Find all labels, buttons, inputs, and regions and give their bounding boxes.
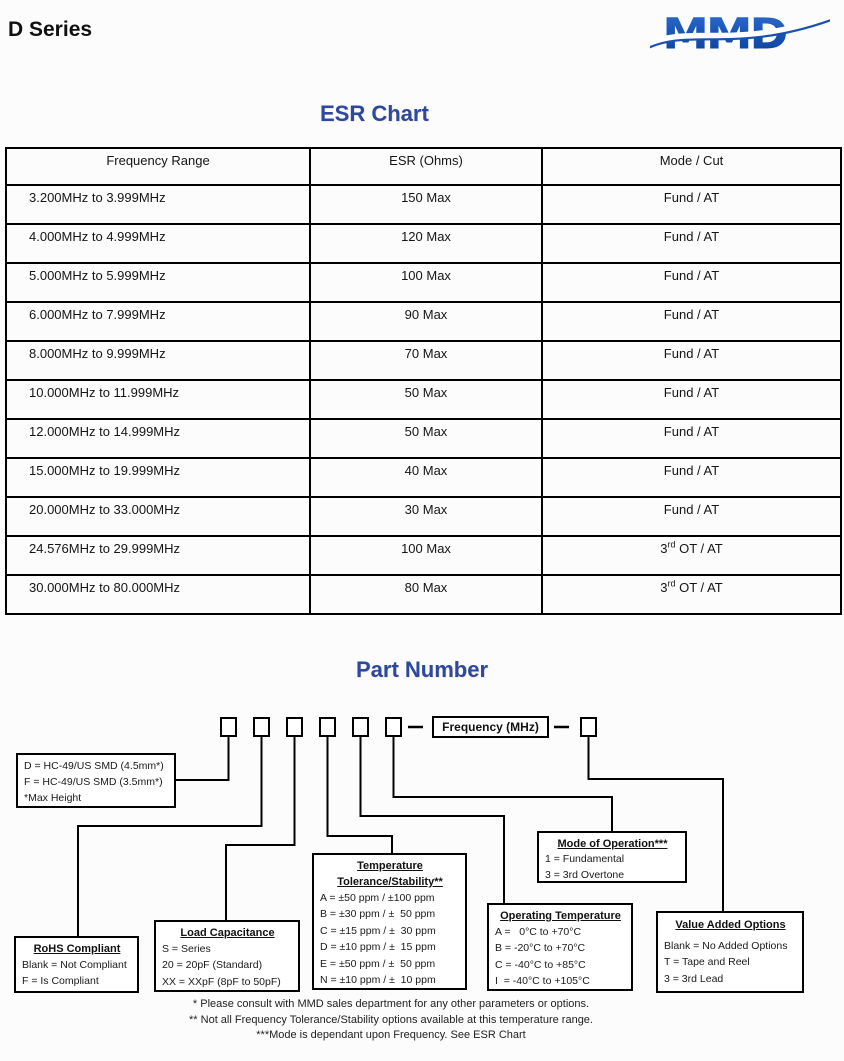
esr-table-cell: 5.000MHz to 5.999MHz: [6, 263, 310, 302]
annotation-item: D = HC-49/US SMD (4.5mm*): [24, 760, 164, 772]
esr-table-row: [6, 185, 841, 224]
annotation-title: RoHS Compliant: [33, 943, 121, 955]
annotation-item: I = -40°C to +105°C: [495, 974, 590, 987]
annotation-item: * Please consult with MMD sales department for any other parameters or options.: [192, 998, 590, 1010]
annotation-title-line2: Tolerance/Stability**: [337, 876, 443, 888]
annotation-item: B = -20°C to +70°C: [495, 942, 586, 955]
annotation-item: E = ±50 ppm / ± 50 ppm: [320, 957, 436, 970]
esr-table-cell: 100 Max: [310, 263, 542, 302]
esr-table-cell: 8.000MHz to 9.999MHz: [6, 341, 310, 380]
esr-table-cell: Fund / AT: [542, 263, 841, 302]
frequency-box: Frequency (MHz): [432, 716, 549, 738]
pn-digit-box-2: [253, 717, 270, 737]
esr-table-cell: Fund / AT: [542, 224, 841, 263]
pn-digit-box-5: [352, 717, 369, 737]
esr-table-row: [6, 263, 841, 302]
annotation-item: XX = XXpF (8pF to 50pF): [162, 975, 281, 988]
page-title: D Series: [8, 18, 93, 41]
esr-table-cell: 50 Max: [310, 380, 542, 419]
logo-text: MMD: [662, 9, 786, 59]
esr-table-cell: 120 Max: [310, 224, 542, 263]
esr-table-cell: Fund / AT: [542, 497, 841, 536]
annotation-title: Operating Temperature: [500, 910, 621, 922]
esr-table-cell: 50 Max: [310, 419, 542, 458]
esr-table-row: [6, 419, 841, 458]
esr-table-cell: 30 Max: [310, 497, 542, 536]
footnotes: [0, 997, 782, 1044]
esr-table-cell: Fund / AT: [542, 458, 841, 497]
esr-chart-heading: ESR Chart: [320, 101, 429, 126]
annotation-item: C = -40°C to +85°C: [495, 958, 586, 971]
annotation-title: Load Capacitance: [180, 927, 275, 939]
annotation-item: C = ±15 ppm / ± 30 ppm: [320, 924, 436, 937]
esr-table-row: [6, 536, 841, 575]
annotation-item: F = Is Compliant: [22, 975, 99, 988]
esr-table-row: [6, 380, 841, 419]
esr-table: [5, 147, 842, 615]
annotation-title: Value Added Options: [675, 919, 786, 931]
annotation-package: [16, 753, 176, 808]
esr-table-cell: 20.000MHz to 33.000MHz: [6, 497, 310, 536]
annotation-operating-temperature: [487, 903, 633, 991]
esr-table-row: [6, 458, 841, 497]
esr-table-row: [6, 341, 841, 380]
annotation-item: 3 = 3rd Overtone: [545, 868, 625, 881]
esr-table-row: [6, 497, 841, 536]
annotation-item: 20 = 20pF (Standard): [162, 959, 263, 972]
esr-table-cell: 70 Max: [310, 341, 542, 380]
annotation-item: F = HC-49/US SMD (3.5mm*): [24, 775, 163, 788]
annotation-item: Blank = No Added Options: [664, 940, 788, 952]
esr-table-cell: 40 Max: [310, 458, 542, 497]
pn-digit-box-4: [319, 717, 336, 737]
col-header-frequency-range: Frequency Range: [6, 148, 310, 185]
esr-table-row: [6, 575, 841, 614]
annotation-title-line1: Temperature: [357, 860, 423, 872]
annotation-mode-of-operation: [537, 831, 687, 883]
annotation-item: ** Not all Frequency Tolerance/Stability options available at this temperature range.: [189, 1013, 593, 1026]
esr-table-cell: Fund / AT: [542, 341, 841, 380]
esr-table-row: [6, 302, 841, 341]
esr-table-cell: 12.000MHz to 14.999MHz: [6, 419, 310, 458]
pn-digit-box-1: [220, 717, 237, 737]
annotation-load-capacitance: [154, 920, 300, 992]
esr-table-cell: 10.000MHz to 11.999MHz: [6, 380, 310, 419]
esr-table-cell: 6.000MHz to 7.999MHz: [6, 302, 310, 341]
esr-table-cell: 15.000MHz to 19.999MHz: [6, 458, 310, 497]
annotation-item: 3 = 3rd Lead: [664, 972, 724, 985]
esr-table-body: [6, 185, 841, 614]
esr-table-header-row: [6, 148, 841, 185]
esr-table-cell: 80 Max: [310, 575, 542, 614]
esr-table-cell: 30.000MHz to 80.000MHz: [6, 575, 310, 614]
annotation-item: *Max Height: [24, 791, 82, 804]
annotation-item: 1 = Fundamental: [545, 853, 625, 865]
annotation-title: Mode of Operation***: [557, 838, 668, 850]
pn-suffix-box: [580, 717, 597, 737]
annotation-temperature-tolerance: [312, 853, 467, 990]
esr-table-cell: Fund / AT: [542, 419, 841, 458]
esr-table-cell: Fund / AT: [542, 185, 841, 224]
annotation-rohs-compliant: [14, 936, 139, 993]
esr-table-cell: 100 Max: [310, 536, 542, 575]
esr-table-cell: 3rd OT / AT: [542, 536, 841, 575]
mmd-logo-icon: [650, 6, 830, 60]
annotation-item: S = Series: [162, 943, 211, 955]
esr-table-cell: Fund / AT: [542, 380, 841, 419]
esr-table-cell: 90 Max: [310, 302, 542, 341]
annotation-item: Blank = Not Compliant: [22, 959, 127, 971]
esr-table-cell: 24.576MHz to 29.999MHz: [6, 536, 310, 575]
esr-table-cell: Fund / AT: [542, 302, 841, 341]
esr-table-cell: 4.000MHz to 4.999MHz: [6, 224, 310, 263]
col-header-mode-cut: Mode / Cut: [542, 148, 841, 185]
annotation-value-added-options: [656, 911, 804, 993]
annotation-item: D = ±10 ppm / ± 15 ppm: [320, 941, 436, 954]
annotation-item: A = 0°C to +70°C: [495, 926, 582, 938]
pn-digit-box-6: [385, 717, 402, 737]
col-header-esr-ohms: ESR (Ohms): [310, 148, 542, 185]
esr-table-row: [6, 224, 841, 263]
part-number-heading: Part Number: [356, 657, 489, 682]
annotation-item: A = ±50 ppm / ±100 ppm: [320, 892, 435, 904]
annotation-item: ***Mode is dependant upon Frequency. See ESR Chart: [256, 1029, 526, 1042]
esr-table-cell: 3rd OT / AT: [542, 575, 841, 614]
esr-table-cell: 150 Max: [310, 185, 542, 224]
annotation-item: T = Tape and Reel: [664, 956, 750, 969]
esr-table-cell: 3.200MHz to 3.999MHz: [6, 185, 310, 224]
pn-digit-box-3: [286, 717, 303, 737]
annotation-item: B = ±30 ppm / ± 50 ppm: [320, 908, 436, 921]
annotation-item: N = ±10 ppm / ± 10 ppm: [320, 974, 436, 987]
